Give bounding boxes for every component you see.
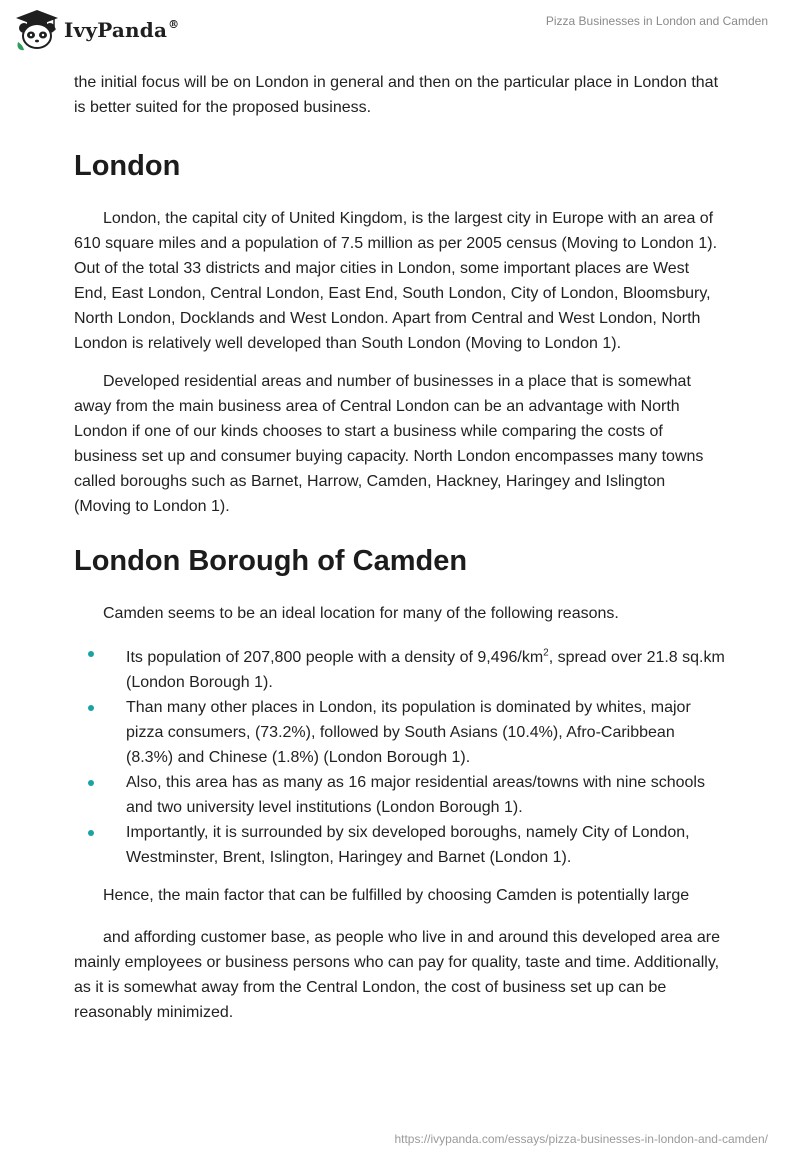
document-title: Pizza Businesses in London and Camden (545, 14, 768, 28)
essay-content (74, 70, 726, 1025)
camden-intro-paragraph: Camden seems to be an ideal location for many of the following reasons. (103, 605, 619, 622)
list-item-text-2: Than many other places in London, its population is dominated by whites, major pizza consumers, (73.2%), followed by South Asians (10.4%), Afro-Caribbean (8.3%) and Chinese (1.8%) (London Borough 1). (126, 699, 691, 767)
panda-mascot-icon (14, 8, 60, 52)
bullet-dot-icon (88, 780, 94, 786)
closing-paragraph: and affording customer base, as people who live in and around this developed area are mainly employees or business persons who can pay for quality, taste and time. Additionally, as it is somewhat away from the Central London, the cost of business set up can be reasonably minimized. (74, 929, 721, 1022)
registered-mark: ® (168, 18, 180, 31)
list-item (74, 770, 726, 820)
london-paragraph-2: Developed residential areas and number of businesses in a place that is somewhat away from the main business area of Central London can be an advantage with North London if one of our kinds chooses to start a business while comparing the costs of business set up and consumer buying capacity. North London encompasses many towns called boroughs such as Barnet, Harrow, Camden, Hackney, Haringey and Islington (Moving to London 1). (74, 373, 704, 515)
list-item (74, 641, 726, 695)
hence-paragraph: Hence, the main factor that can be fulfilled by choosing Camden is potentially large (103, 887, 690, 905)
intro-paragraph: the initial focus will be on London in general and then on the particular place in London that is better suited for the proposed business. (74, 74, 719, 116)
bullet-dot-icon (88, 651, 94, 657)
london-paragraph-1: London, the capital city of United Kingdom, is the largest city in Europe with an area of 610 square miles and a population of 7.5 million as per 2005 census (Moving to London 1). Out of the total 33 districts and major cities in London, some important places are West End, East London, Central London, East End, South London, City of London, Bloomsbury, North London, Docklands and West London. Apart from Central and West London, North London is relatively well developed than South London (Moving to London 1). (74, 210, 718, 352)
bullet-dot-icon (88, 705, 94, 711)
list-item (74, 695, 726, 770)
source-url[interactable]: https://ivypanda.com/essays/pizza-businesses-in-london-and-camden/ (394, 1132, 768, 1146)
reasons-list (74, 641, 726, 870)
list-item-text-1: Its population of 207,800 people with a density of $9,496/km^2$, spread over 21.8 sq.km (London Borough 1). (126, 648, 725, 692)
section-heading-camden: London Borough of Camden (74, 545, 468, 577)
list-item-text-3: Also, this area has as many as 16 major residential areas/towns with nine schools and two university level institutions (London Borough 1). (126, 774, 705, 817)
brand-name: IvyPanda® (64, 18, 180, 42)
bullet-dot-icon (88, 830, 94, 836)
list-item-text-4: Importantly, it is surrounded by six developed boroughs, namely City of London, Westminster, Brent, Islington, Haringey and Barnet (London 1). (126, 824, 690, 867)
superscript: 2 (543, 648, 549, 659)
list-item (74, 820, 726, 870)
ivypanda-logo[interactable] (14, 8, 179, 52)
page-header (0, 0, 800, 60)
section-heading-london: London (74, 150, 181, 182)
